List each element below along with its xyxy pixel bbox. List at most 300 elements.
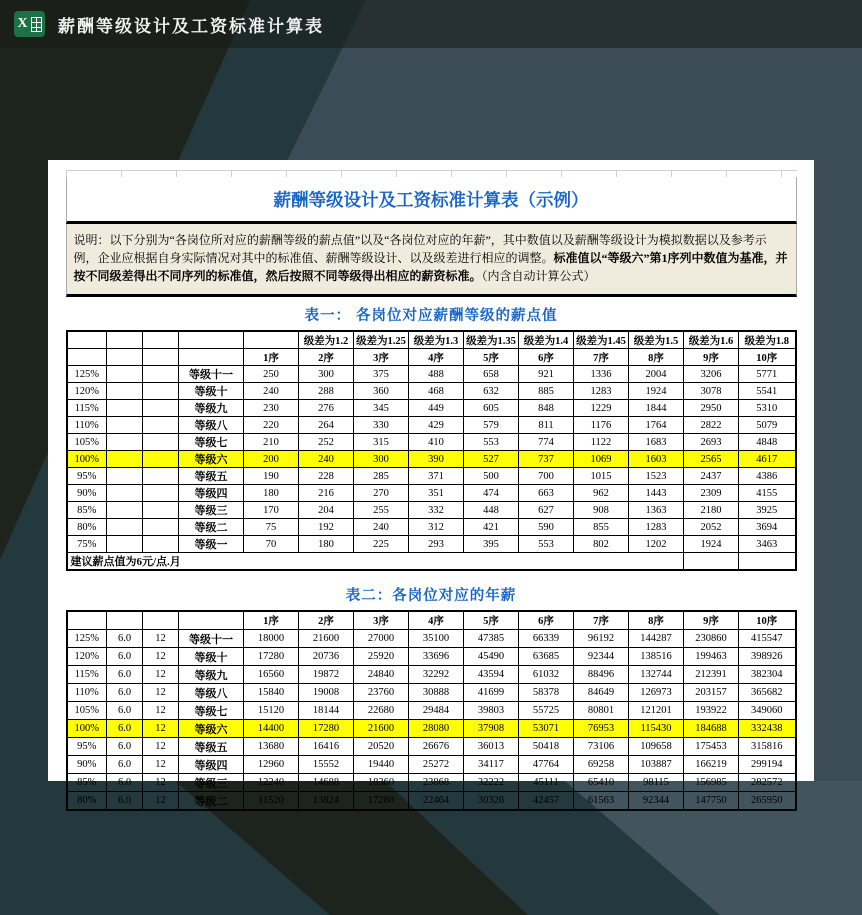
point-value-cell[interactable]: 170 [244,502,299,519]
point-value-cell[interactable]: 240 [244,383,299,400]
point-value-cell[interactable]: 240 [299,451,354,468]
point-value-cell[interactable]: 375 [354,366,409,383]
seq-header-cell[interactable]: 9序 [684,349,739,366]
annual-salary-cell[interactable]: 14400 [244,720,299,738]
annual-salary-cell[interactable]: 199463 [684,648,739,666]
annual-salary-cell[interactable]: 315816 [739,738,796,756]
point-value-cell[interactable]: 293 [409,536,464,553]
point-value-cell[interactable]: 390 [409,451,464,468]
annual-salary-cell[interactable]: 365682 [739,684,796,702]
empty-cell[interactable] [684,553,739,571]
empty-header-cell[interactable] [107,331,143,349]
point-value-cell[interactable]: 1176 [574,417,629,434]
empty-cell[interactable] [107,366,143,383]
point-value-cell[interactable]: 330 [354,417,409,434]
empty-cell[interactable] [107,451,143,468]
point-value-cell[interactable]: 4848 [739,434,796,451]
point-value-cell[interactable]: 315 [354,434,409,451]
empty-cell[interactable] [107,485,143,502]
seq-header-cell[interactable]: 6序 [519,349,574,366]
percent-cell[interactable]: 120% [67,648,107,666]
empty-cell[interactable] [107,434,143,451]
percent-cell[interactable]: 85% [67,774,107,792]
point-value-cell[interactable]: 921 [519,366,574,383]
point-value-cell[interactable]: 2180 [684,502,739,519]
point-value-cell[interactable]: 1924 [629,383,684,400]
annual-salary-cell[interactable]: 20520 [354,738,409,756]
empty-header-cell[interactable] [107,611,143,630]
annual-salary-cell[interactable]: 47764 [519,756,574,774]
point-value-cell[interactable]: 500 [464,468,519,485]
annual-salary-cell[interactable]: 88496 [574,666,629,684]
point-value-cell[interactable]: 70 [244,536,299,553]
empty-header-cell[interactable] [143,349,179,366]
grade-cell[interactable]: 等级七 [179,702,244,720]
annual-salary-cell[interactable]: 13824 [299,792,354,811]
annual-salary-cell[interactable]: 282572 [739,774,796,792]
empty-cell[interactable] [143,468,179,485]
empty-header-cell[interactable] [143,611,179,630]
grade-cell[interactable]: 等级四 [179,756,244,774]
annual-salary-cell[interactable]: 175453 [684,738,739,756]
footnote-cell[interactable]: 建议薪点值为6元/点.月 [67,553,684,571]
seq-header-cell[interactable]: 3序 [354,611,409,630]
point-value-cell[interactable]: 288 [299,383,354,400]
annual-salary-cell[interactable]: 28080 [409,720,464,738]
annual-salary-cell[interactable]: 121201 [629,702,684,720]
point-value-cell[interactable]: 264 [299,417,354,434]
point-value-cell[interactable]: 658 [464,366,519,383]
annual-salary-cell[interactable]: 27000 [354,630,409,648]
point-value-cell[interactable]: 4386 [739,468,796,485]
annual-salary-cell[interactable]: 29484 [409,702,464,720]
point-value-cell[interactable]: 216 [299,485,354,502]
annual-salary-cell[interactable]: 19008 [299,684,354,702]
empty-cell[interactable] [107,383,143,400]
point-value-cell[interactable]: 1202 [629,536,684,553]
point-unit-value-cell[interactable]: 6.0 [107,630,143,648]
point-value-cell[interactable]: 2565 [684,451,739,468]
annual-salary-cell[interactable]: 80801 [574,702,629,720]
annual-salary-cell[interactable]: 14688 [299,774,354,792]
point-value-cell[interactable]: 180 [244,485,299,502]
months-cell[interactable]: 12 [143,684,179,702]
annual-salary-cell[interactable]: 61032 [519,666,574,684]
annual-salary-cell[interactable]: 18000 [244,630,299,648]
empty-cell[interactable] [143,417,179,434]
empty-cell[interactable] [107,536,143,553]
point-value-cell[interactable]: 180 [299,536,354,553]
point-value-cell[interactable]: 811 [519,417,574,434]
percent-cell[interactable]: 90% [67,485,107,502]
annual-salary-cell[interactable]: 35100 [409,630,464,648]
annual-salary-cell[interactable]: 61563 [574,792,629,811]
seq-header-cell[interactable]: 1序 [244,611,299,630]
point-unit-value-cell[interactable]: 6.0 [107,774,143,792]
percent-cell[interactable]: 95% [67,468,107,485]
seq-header-cell[interactable]: 3序 [354,349,409,366]
point-value-cell[interactable]: 276 [299,400,354,417]
grade-cell[interactable]: 等级十一 [179,630,244,648]
annual-salary-cell[interactable]: 230860 [684,630,739,648]
annual-salary-cell[interactable]: 17280 [354,792,409,811]
percent-cell[interactable]: 100% [67,451,107,468]
seq-header-cell[interactable]: 2序 [299,611,354,630]
annual-salary-cell[interactable]: 92344 [574,648,629,666]
annual-salary-cell[interactable]: 41699 [464,684,519,702]
point-value-cell[interactable]: 2950 [684,400,739,417]
empty-cell[interactable] [143,451,179,468]
point-value-cell[interactable]: 371 [409,468,464,485]
annual-salary-cell[interactable]: 22464 [409,792,464,811]
point-value-cell[interactable]: 240 [354,519,409,536]
point-value-cell[interactable]: 1283 [574,383,629,400]
annual-salary-cell[interactable]: 132744 [629,666,684,684]
point-value-cell[interactable]: 75 [244,519,299,536]
seq-header-cell[interactable]: 7序 [574,611,629,630]
annual-salary-cell[interactable]: 12960 [244,756,299,774]
point-value-cell[interactable]: 4155 [739,485,796,502]
percent-cell[interactable]: 100% [67,720,107,738]
point-value-cell[interactable]: 255 [354,502,409,519]
grade-cell[interactable]: 等级六 [179,451,244,468]
ratio-header-cell[interactable]: 级差为1.45 [574,331,629,349]
point-value-cell[interactable]: 5079 [739,417,796,434]
empty-header-cell[interactable] [67,331,107,349]
months-cell[interactable]: 12 [143,792,179,811]
percent-cell[interactable]: 125% [67,366,107,383]
annual-salary-cell[interactable]: 47385 [464,630,519,648]
point-value-cell[interactable]: 332 [409,502,464,519]
point-value-cell[interactable]: 3078 [684,383,739,400]
point-value-cell[interactable]: 5541 [739,383,796,400]
annual-salary-cell[interactable]: 73106 [574,738,629,756]
point-value-cell[interactable]: 1844 [629,400,684,417]
annual-salary-cell[interactable]: 166219 [684,756,739,774]
seq-header-cell[interactable]: 8序 [629,349,684,366]
point-value-cell[interactable]: 2693 [684,434,739,451]
ratio-header-cell[interactable]: 级差为1.2 [299,331,354,349]
point-value-cell[interactable]: 908 [574,502,629,519]
annual-salary-cell[interactable]: 26676 [409,738,464,756]
percent-cell[interactable]: 125% [67,630,107,648]
grade-cell[interactable]: 等级三 [179,774,244,792]
point-value-cell[interactable]: 312 [409,519,464,536]
annual-salary-cell[interactable]: 156985 [684,774,739,792]
point-unit-value-cell[interactable]: 6.0 [107,756,143,774]
point-value-cell[interactable]: 627 [519,502,574,519]
point-value-cell[interactable]: 200 [244,451,299,468]
annual-salary-cell[interactable]: 25272 [409,756,464,774]
annual-salary-cell[interactable]: 21600 [354,720,409,738]
point-value-cell[interactable]: 345 [354,400,409,417]
point-value-cell[interactable]: 1069 [574,451,629,468]
point-value-cell[interactable]: 527 [464,451,519,468]
annual-salary-cell[interactable]: 25920 [354,648,409,666]
annual-salary-cell[interactable]: 24840 [354,666,409,684]
point-value-cell[interactable]: 802 [574,536,629,553]
point-value-cell[interactable]: 210 [244,434,299,451]
months-cell[interactable]: 12 [143,738,179,756]
ratio-header-cell[interactable]: 级差为1.4 [519,331,574,349]
percent-cell[interactable]: 85% [67,502,107,519]
seq-header-cell[interactable]: 4序 [409,611,464,630]
annual-salary-cell[interactable]: 15552 [299,756,354,774]
annual-salary-cell[interactable]: 332438 [739,720,796,738]
ratio-header-cell[interactable]: 级差为1.3 [409,331,464,349]
point-unit-value-cell[interactable]: 6.0 [107,648,143,666]
annual-salary-cell[interactable]: 33696 [409,648,464,666]
point-value-cell[interactable]: 4617 [739,451,796,468]
seq-header-cell[interactable]: 1序 [244,349,299,366]
point-value-cell[interactable]: 360 [354,383,409,400]
seq-header-cell[interactable]: 6序 [519,611,574,630]
point-value-cell[interactable]: 774 [519,434,574,451]
point-value-cell[interactable]: 1122 [574,434,629,451]
annual-salary-cell[interactable]: 32292 [409,666,464,684]
point-unit-value-cell[interactable]: 6.0 [107,792,143,811]
grade-cell[interactable]: 等级九 [179,400,244,417]
annual-salary-cell[interactable]: 66339 [519,630,574,648]
percent-cell[interactable]: 110% [67,684,107,702]
point-value-cell[interactable]: 2437 [684,468,739,485]
ratio-header-cell[interactable]: 级差为1.5 [629,331,684,349]
months-cell[interactable]: 12 [143,774,179,792]
annual-salary-cell[interactable]: 13680 [244,738,299,756]
annual-salary-cell[interactable]: 58378 [519,684,574,702]
point-value-cell[interactable]: 590 [519,519,574,536]
grade-cell[interactable]: 等级五 [179,738,244,756]
empty-header-cell[interactable] [179,349,244,366]
grade-cell[interactable]: 等级七 [179,434,244,451]
ratio-header-cell[interactable]: 级差为1.6 [684,331,739,349]
annual-salary-cell[interactable]: 45111 [519,774,574,792]
annual-salary-cell[interactable]: 103887 [629,756,684,774]
empty-header-cell[interactable] [179,331,244,349]
annual-salary-cell[interactable]: 16560 [244,666,299,684]
empty-cell[interactable] [107,468,143,485]
empty-cell[interactable] [143,502,179,519]
point-value-cell[interactable]: 885 [519,383,574,400]
annual-salary-cell[interactable]: 398926 [739,648,796,666]
point-value-cell[interactable]: 737 [519,451,574,468]
point-value-cell[interactable]: 410 [409,434,464,451]
percent-cell[interactable]: 115% [67,400,107,417]
empty-cell[interactable] [143,383,179,400]
point-value-cell[interactable]: 632 [464,383,519,400]
empty-cell[interactable] [739,553,796,571]
annual-salary-cell[interactable]: 212391 [684,666,739,684]
empty-cell[interactable] [143,434,179,451]
seq-header-cell[interactable]: 10序 [739,349,796,366]
grade-cell[interactable]: 等级十 [179,648,244,666]
annual-salary-cell[interactable]: 84649 [574,684,629,702]
point-value-cell[interactable]: 429 [409,417,464,434]
ratio-header-cell[interactable]: 级差为1.25 [354,331,409,349]
grade-cell[interactable]: 等级二 [179,519,244,536]
months-cell[interactable]: 12 [143,702,179,720]
point-value-cell[interactable]: 421 [464,519,519,536]
annual-salary-cell[interactable]: 43594 [464,666,519,684]
annual-salary-cell[interactable]: 299194 [739,756,796,774]
percent-cell[interactable]: 105% [67,702,107,720]
annual-salary-cell[interactable]: 193922 [684,702,739,720]
point-unit-value-cell[interactable]: 6.0 [107,684,143,702]
point-value-cell[interactable]: 225 [354,536,409,553]
empty-header-cell[interactable] [67,349,107,366]
annual-salary-cell[interactable]: 42457 [519,792,574,811]
months-cell[interactable]: 12 [143,720,179,738]
point-value-cell[interactable]: 3463 [739,536,796,553]
annual-salary-cell[interactable]: 19440 [354,756,409,774]
empty-header-cell[interactable] [244,331,299,349]
grade-cell[interactable]: 等级十 [179,383,244,400]
seq-header-cell[interactable]: 4序 [409,349,464,366]
percent-cell[interactable]: 90% [67,756,107,774]
point-value-cell[interactable]: 252 [299,434,354,451]
point-unit-value-cell[interactable]: 6.0 [107,702,143,720]
grade-cell[interactable]: 等级四 [179,485,244,502]
point-value-cell[interactable]: 5771 [739,366,796,383]
point-unit-value-cell[interactable]: 6.0 [107,738,143,756]
point-value-cell[interactable]: 395 [464,536,519,553]
empty-cell[interactable] [143,519,179,536]
point-value-cell[interactable]: 474 [464,485,519,502]
annual-salary-cell[interactable]: 50418 [519,738,574,756]
annual-salary-cell[interactable]: 45490 [464,648,519,666]
annual-salary-cell[interactable]: 126973 [629,684,684,702]
annual-salary-cell[interactable]: 22680 [354,702,409,720]
point-value-cell[interactable]: 300 [354,451,409,468]
point-value-cell[interactable]: 2004 [629,366,684,383]
months-cell[interactable]: 12 [143,648,179,666]
percent-cell[interactable]: 105% [67,434,107,451]
annual-salary-cell[interactable]: 21600 [299,630,354,648]
seq-header-cell[interactable]: 7序 [574,349,629,366]
annual-salary-cell[interactable]: 349060 [739,702,796,720]
point-value-cell[interactable]: 2309 [684,485,739,502]
annual-salary-cell[interactable]: 39803 [464,702,519,720]
percent-cell[interactable]: 80% [67,519,107,536]
annual-salary-cell[interactable]: 23760 [354,684,409,702]
seq-header-cell[interactable]: 2序 [299,349,354,366]
annual-salary-cell[interactable]: 63685 [519,648,574,666]
point-value-cell[interactable]: 488 [409,366,464,383]
percent-cell[interactable]: 120% [67,383,107,400]
annual-salary-cell[interactable]: 65410 [574,774,629,792]
point-value-cell[interactable]: 1603 [629,451,684,468]
annual-salary-cell[interactable]: 98115 [629,774,684,792]
annual-salary-cell[interactable]: 15120 [244,702,299,720]
percent-cell[interactable]: 75% [67,536,107,553]
point-value-cell[interactable]: 1283 [629,519,684,536]
annual-salary-cell[interactable]: 37908 [464,720,519,738]
seq-header-cell[interactable]: 10序 [739,611,796,630]
point-value-cell[interactable]: 848 [519,400,574,417]
empty-cell[interactable] [107,417,143,434]
annual-salary-cell[interactable]: 144287 [629,630,684,648]
point-value-cell[interactable]: 2822 [684,417,739,434]
seq-header-cell[interactable]: 5序 [464,349,519,366]
annual-salary-cell[interactable]: 17280 [299,720,354,738]
point-value-cell[interactable]: 1924 [684,536,739,553]
annual-salary-cell[interactable]: 265950 [739,792,796,811]
empty-cell[interactable] [143,400,179,417]
point-value-cell[interactable]: 553 [464,434,519,451]
empty-cell[interactable] [143,366,179,383]
point-value-cell[interactable]: 1523 [629,468,684,485]
point-value-cell[interactable]: 468 [409,383,464,400]
grade-cell[interactable]: 等级八 [179,684,244,702]
annual-salary-cell[interactable]: 11520 [244,792,299,811]
percent-cell[interactable]: 80% [67,792,107,811]
point-value-cell[interactable]: 220 [244,417,299,434]
point-value-cell[interactable]: 230 [244,400,299,417]
point-value-cell[interactable]: 5310 [739,400,796,417]
annual-salary-cell[interactable]: 203157 [684,684,739,702]
empty-cell[interactable] [107,400,143,417]
annual-salary-cell[interactable]: 147750 [684,792,739,811]
annual-salary-cell[interactable]: 12240 [244,774,299,792]
empty-cell[interactable] [107,519,143,536]
point-value-cell[interactable]: 190 [244,468,299,485]
annual-salary-cell[interactable]: 415547 [739,630,796,648]
annual-salary-cell[interactable]: 30326 [464,792,519,811]
point-value-cell[interactable]: 351 [409,485,464,502]
seq-header-cell[interactable]: 8序 [629,611,684,630]
point-value-cell[interactable]: 605 [464,400,519,417]
months-cell[interactable]: 12 [143,756,179,774]
percent-cell[interactable]: 115% [67,666,107,684]
annual-salary-cell[interactable]: 17280 [244,648,299,666]
annual-salary-cell[interactable]: 115430 [629,720,684,738]
empty-cell[interactable] [143,485,179,502]
annual-salary-cell[interactable]: 184688 [684,720,739,738]
point-value-cell[interactable]: 270 [354,485,409,502]
annual-salary-cell[interactable]: 18360 [354,774,409,792]
ratio-header-cell[interactable]: 级差为1.35 [464,331,519,349]
empty-header-cell[interactable] [67,611,107,630]
annual-salary-cell[interactable]: 53071 [519,720,574,738]
empty-header-cell[interactable] [143,331,179,349]
point-value-cell[interactable]: 192 [299,519,354,536]
annual-salary-cell[interactable]: 16416 [299,738,354,756]
annual-salary-cell[interactable]: 55725 [519,702,574,720]
grade-cell[interactable]: 等级五 [179,468,244,485]
point-value-cell[interactable]: 1443 [629,485,684,502]
annual-salary-cell[interactable]: 69258 [574,756,629,774]
annual-salary-cell[interactable]: 36013 [464,738,519,756]
point-value-cell[interactable]: 285 [354,468,409,485]
point-value-cell[interactable]: 250 [244,366,299,383]
point-value-cell[interactable]: 1764 [629,417,684,434]
seq-header-cell[interactable]: 5序 [464,611,519,630]
months-cell[interactable]: 12 [143,666,179,684]
annual-salary-cell[interactable]: 382304 [739,666,796,684]
grade-cell[interactable]: 等级九 [179,666,244,684]
annual-salary-cell[interactable]: 15840 [244,684,299,702]
point-value-cell[interactable]: 1336 [574,366,629,383]
point-value-cell[interactable]: 449 [409,400,464,417]
annual-salary-cell[interactable]: 34117 [464,756,519,774]
empty-header-cell[interactable] [179,611,244,630]
point-value-cell[interactable]: 1229 [574,400,629,417]
point-unit-value-cell[interactable]: 6.0 [107,720,143,738]
grade-cell[interactable]: 等级二 [179,792,244,811]
months-cell[interactable]: 12 [143,630,179,648]
seq-header-cell[interactable]: 9序 [684,611,739,630]
annual-salary-cell[interactable]: 30888 [409,684,464,702]
